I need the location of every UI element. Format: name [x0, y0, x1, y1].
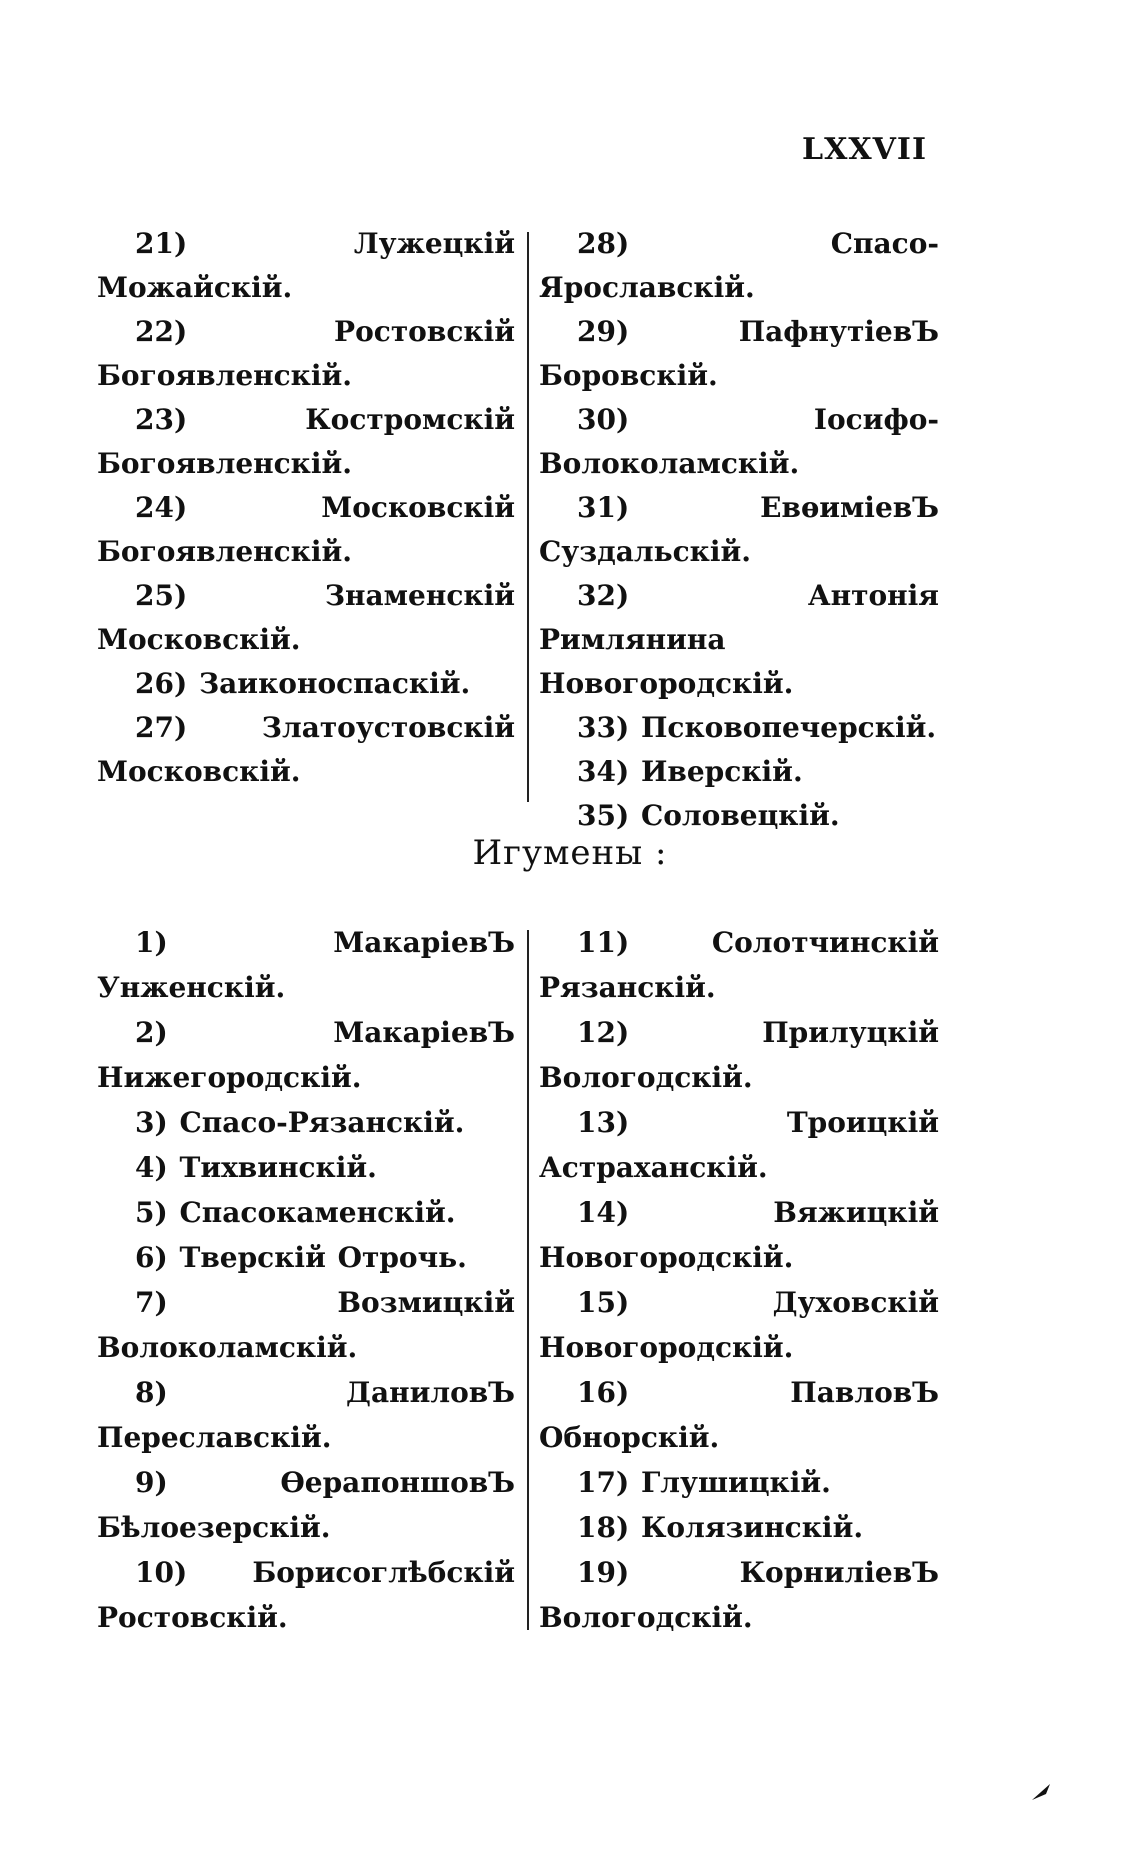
corner-ornament-icon	[1030, 1780, 1052, 1802]
hegumens-list	[97, 920, 940, 1650]
list-item: 10) Борисоглѣбскій Ростовскій.	[97, 1556, 515, 1634]
page-number: LXXVII	[802, 132, 927, 167]
list-item: 16) ПавловЪ Обнорскій.	[539, 1376, 939, 1454]
list-item: 27) Златоустовскій Московскій.	[97, 711, 515, 788]
list-item: 24) Московскій Богоявленскій.	[97, 491, 515, 568]
list-item: 28) Спасо-Ярославскій.	[539, 227, 939, 304]
top-list-right-column	[539, 222, 939, 838]
list-item: 6) Тверскій Отрочь.	[135, 1241, 467, 1274]
list-item: 3) Спасо-Рязанскій.	[135, 1106, 465, 1139]
list-item: 21) Лужецкій Можайскій.	[97, 227, 515, 304]
list-item: 14) Вяжицкій Новогородскій.	[539, 1196, 939, 1274]
column-divider	[527, 930, 529, 1630]
list-item: 29) ПафнутіевЪ Боровскій.	[539, 315, 939, 392]
list-item: 33) Псковопечерскій.	[577, 711, 937, 744]
list-item: 22) Ростовскій Богоявленскій.	[97, 315, 515, 392]
list-item: 2) МакаріевЪ Нижегородскій.	[97, 1016, 515, 1094]
list-item: 5) Спасокаменскій.	[135, 1196, 456, 1229]
list-item: 25) Знаменскій Московскій.	[97, 579, 515, 656]
list-item: 1) МакаріевЪ Унженскій.	[97, 926, 515, 1004]
bottom-list-right-column	[539, 920, 939, 1640]
list-item: 32) Антонія Римлянина Новогородскій.	[539, 579, 939, 700]
list-item: 15) Духовскій Новогородскій.	[539, 1286, 939, 1364]
list-item: 17) Глушицкій.	[577, 1466, 831, 1499]
section-heading: Игумены :	[472, 833, 668, 873]
bottom-list-left-column	[97, 920, 515, 1640]
list-item: 7) Возмицкій Волоколамскій.	[97, 1286, 515, 1364]
list-item: 23) Костромскій Богоявленскій.	[97, 403, 515, 480]
list-item: 19) КорниліевЪ Вологодскій.	[539, 1556, 939, 1634]
list-item: 4) Тихвинскій.	[135, 1151, 377, 1184]
list-item: 18) Колязинскій.	[577, 1511, 864, 1544]
column-divider	[527, 232, 529, 802]
list-item: 13) Троицкій Астраханскій.	[539, 1106, 939, 1184]
archimandrites-list	[97, 222, 940, 832]
list-item: 34) Иверскій.	[577, 755, 803, 788]
list-item: 30) Іосифо-Волоколамскій.	[539, 403, 939, 480]
list-item: 35) Соловецкій.	[577, 799, 840, 832]
list-item: 26) Заиконоспаскій.	[135, 667, 471, 700]
list-item: 8) ДаниловЪ Переславскій.	[97, 1376, 515, 1454]
list-item: 12) Прилуцкій Вологодскій.	[539, 1016, 939, 1094]
top-list-left-column	[97, 222, 515, 794]
list-item: 11) Солотчинскій Рязанскій.	[539, 926, 939, 1004]
list-item: 9) ѲерапоншовЪ Бѣлоезерскій.	[97, 1466, 515, 1544]
list-item: 31) ЕвѳиміевЪ Суздальскій.	[539, 491, 939, 568]
